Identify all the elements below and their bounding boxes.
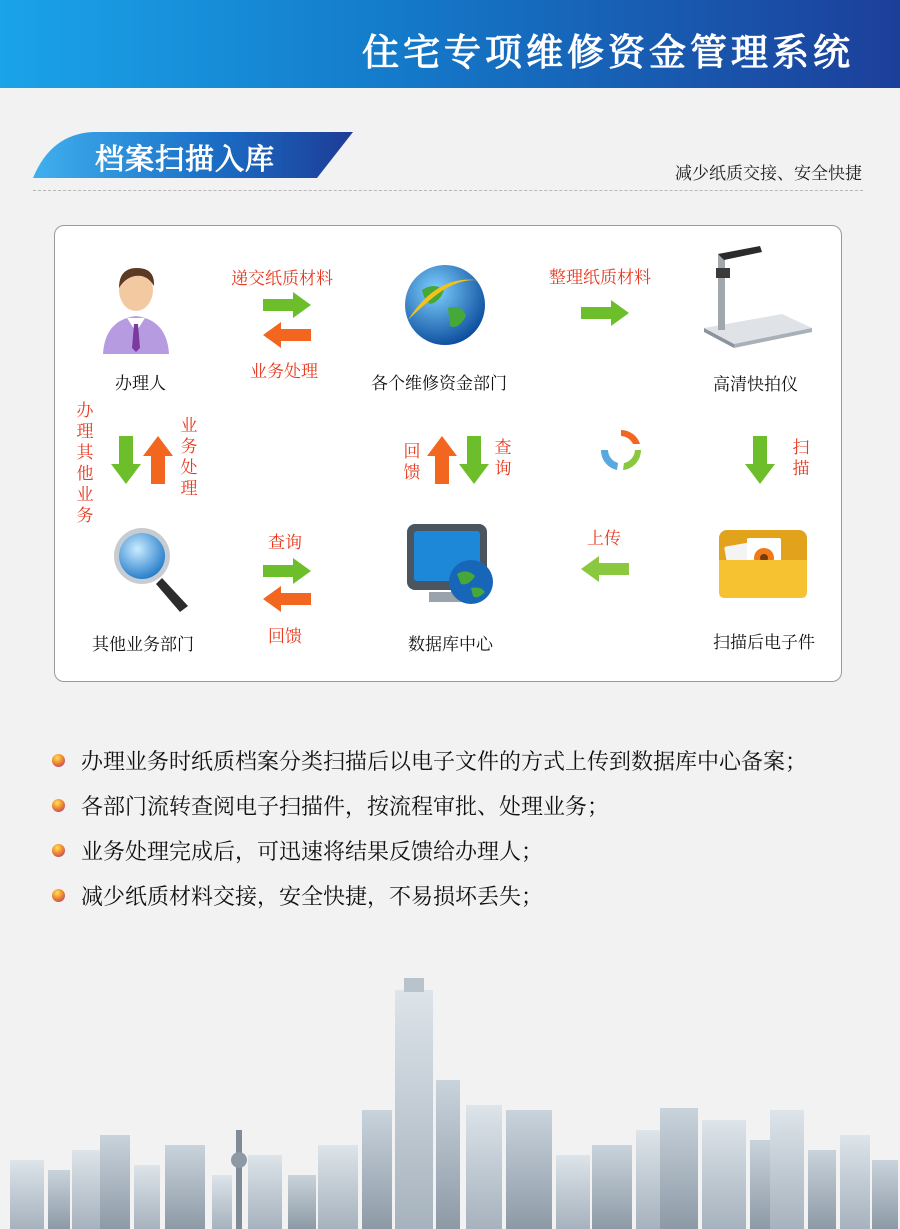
edge-query-vertical: 查 询	[494, 438, 512, 479]
arrow-left-icon	[263, 586, 311, 612]
node-scanned-files: 扫描后电子件	[713, 633, 815, 653]
arrow-down-icon	[745, 436, 775, 484]
section-divider	[33, 190, 863, 191]
arrow-down-icon	[111, 436, 141, 484]
arrow-left-icon	[581, 556, 629, 582]
node-handler: 办理人	[115, 374, 166, 394]
arrow-right-icon	[263, 558, 311, 584]
flow-diagram	[54, 225, 842, 682]
arrow-right-icon	[263, 292, 311, 318]
system-title: 住宅专项维修资金管理系统	[362, 31, 854, 74]
edge-business-process: 业务处理	[250, 362, 318, 382]
section-title: 档案扫描入库	[95, 142, 276, 176]
edge-handle-other: 办 理 其 他 业 务	[76, 401, 94, 526]
globe-icon	[400, 260, 490, 350]
edge-feedback-vertical: 回 馈	[403, 442, 421, 483]
edge-upload: 上传	[587, 529, 621, 549]
city-skyline-image	[0, 960, 900, 1229]
edge-submit-paper: 递交纸质材料	[231, 269, 333, 289]
document-camera-icon	[700, 244, 816, 348]
node-other-departments: 其他业务部门	[92, 635, 194, 655]
node-database: 数据库中心	[408, 635, 493, 655]
node-scanner: 高清快拍仪	[713, 375, 798, 395]
businessman-icon	[97, 262, 175, 354]
photo-folder-icon	[717, 520, 809, 600]
bullet-icon	[52, 844, 65, 857]
section-subtitle: 减少纸质交接、安全快捷	[675, 164, 862, 184]
page-header	[0, 0, 900, 88]
node-departments: 各个维修资金部门	[371, 374, 507, 394]
edge-business-process-vertical: 业 务 处 理	[180, 416, 198, 499]
magnifier-icon	[110, 524, 192, 614]
arrow-down-icon	[459, 436, 489, 484]
monitor-globe-icon	[405, 522, 495, 608]
bullet-icon	[52, 889, 65, 902]
bullet-icon	[52, 754, 65, 767]
arrow-left-icon	[263, 322, 311, 348]
arrow-right-icon	[581, 300, 629, 326]
arrow-up-icon	[427, 436, 457, 484]
bullet-icon	[52, 799, 65, 812]
edge-query: 查询	[268, 533, 302, 553]
edge-organize-paper: 整理纸质材料	[549, 268, 651, 288]
arrow-up-icon	[143, 436, 173, 484]
edge-feedback: 回馈	[268, 627, 302, 647]
recycle-icon	[597, 426, 645, 474]
edge-scan-vertical: 扫 描	[792, 438, 810, 479]
